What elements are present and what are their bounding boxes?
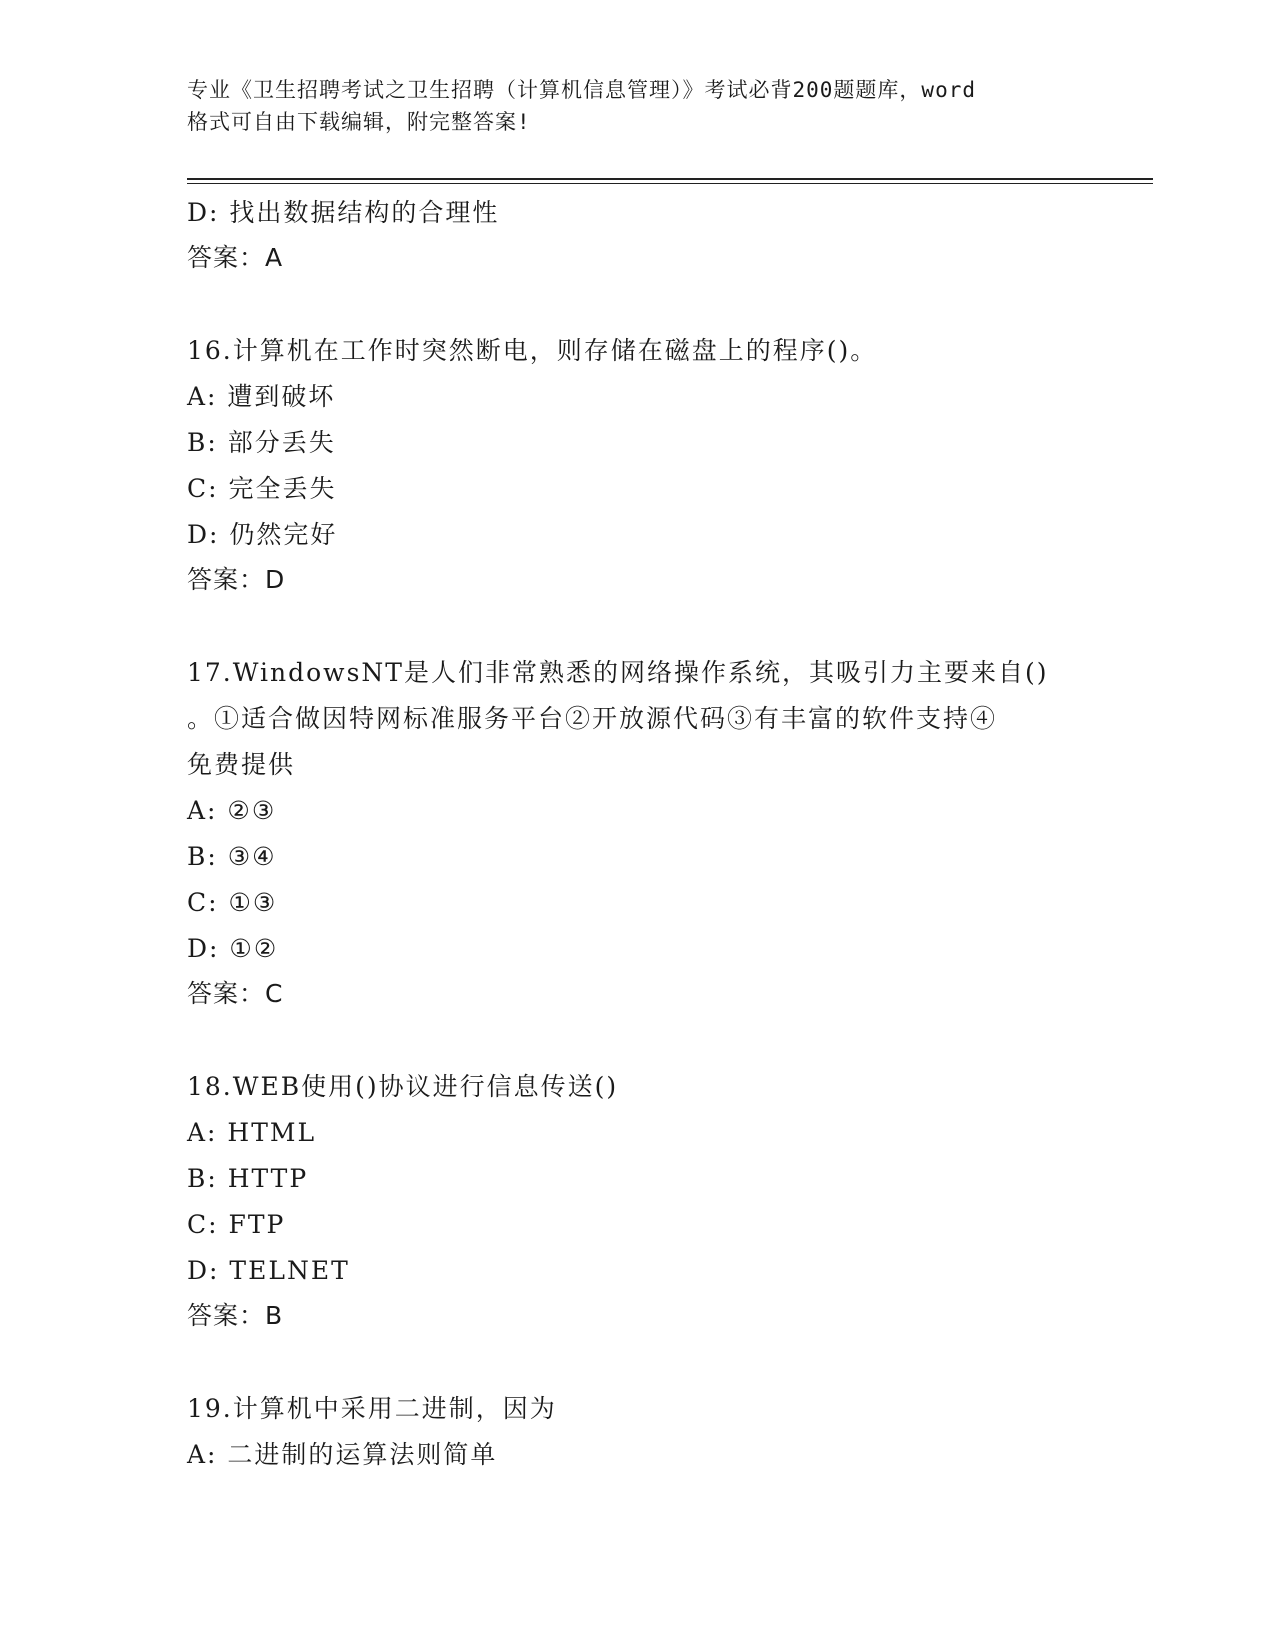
- answer-line: 答案：B: [187, 1301, 284, 1330]
- option-b: B: ③④: [187, 842, 277, 871]
- question-text-line-2: 。①适合做因特网标准服务平台②开放源代码③有丰富的软件支持④: [187, 704, 998, 733]
- question-text: 19.计算机中采用二进制，因为: [187, 1394, 557, 1423]
- question-19: [187, 1386, 1087, 1478]
- header-divider-thin: [187, 183, 1153, 184]
- option-b: B: HTTP: [187, 1164, 309, 1193]
- option-d: D: 找出数据结构的合理性: [187, 198, 500, 227]
- question-15-tail: [187, 190, 1087, 280]
- header-line-2: 格式可自由下载编辑，附完整答案!: [187, 110, 531, 134]
- document-body: [187, 190, 1087, 1478]
- option-a: A: ②③: [187, 796, 277, 825]
- option-a: A: 遭到破坏: [187, 382, 336, 411]
- option-a: A: 二进制的运算法则简单: [187, 1440, 498, 1469]
- option-c: C: FTP: [187, 1210, 286, 1239]
- question-16: [187, 328, 1087, 602]
- answer-line: 答案：A: [187, 243, 284, 272]
- option-d: D: ①②: [187, 934, 279, 963]
- question-text: 18.WEB使用()协议进行信息传送(): [187, 1072, 619, 1101]
- answer-line: 答案：D: [187, 565, 286, 594]
- question-17: [187, 650, 1087, 1016]
- question-18: [187, 1064, 1087, 1338]
- option-c: C: ①③: [187, 888, 278, 917]
- question-text-line-1: 17.WindowsNT是人们非常熟悉的网络操作系统，其吸引力主要来自(): [187, 658, 1049, 687]
- option-a: A: HTML: [187, 1118, 317, 1147]
- question-text: 16.计算机在工作时突然断电，则存储在磁盘上的程序()。: [187, 336, 878, 365]
- header-divider-thick: [187, 178, 1153, 180]
- document-header: [187, 74, 1087, 138]
- option-c: C: 完全丢失: [187, 474, 337, 503]
- option-d: D: 仍然完好: [187, 520, 338, 549]
- answer-line: 答案：C: [187, 979, 284, 1008]
- option-d: D: TELNET: [187, 1256, 350, 1285]
- header-line-1: 专业《卫生招聘考试之卫生招聘（计算机信息管理）》考试必背200题题库，word: [187, 78, 976, 102]
- option-b: B: 部分丢失: [187, 428, 336, 457]
- question-text-line-3: 免费提供: [187, 750, 296, 779]
